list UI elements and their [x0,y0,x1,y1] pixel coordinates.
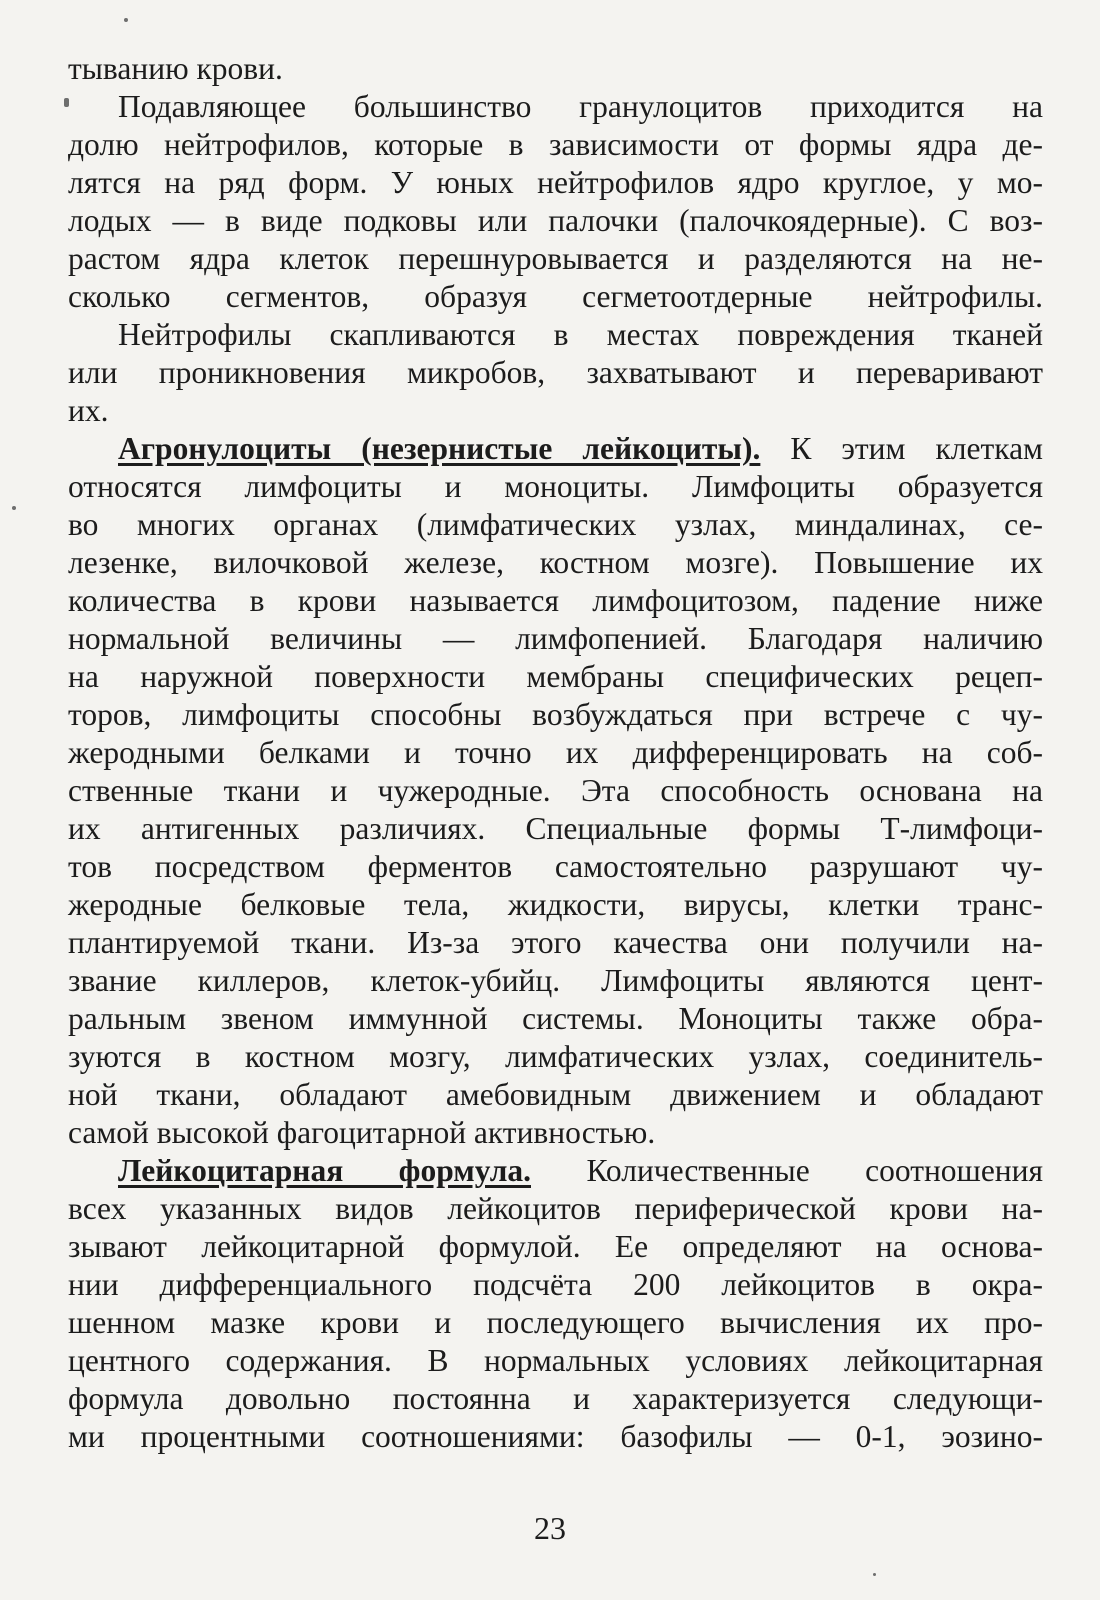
text-line: формула довольно постоянна и характеризуется следующи- [68,1381,1043,1416]
paragraph [68,1152,1043,1456]
text-line: жеродными белками и точно их дифференцировать на соб- [68,735,1043,770]
text-line: во многих органах (лимфатических узлах, миндалинах, се- [68,507,1043,542]
paragraph [68,88,1043,316]
text-line: нии дифференциального подсчёта 200 лейкоцитов в окра- [68,1267,1043,1302]
text-line: самой высокой фагоцитарной активностью. [68,1115,656,1150]
scan-speck [12,506,16,510]
text-line: или проникновения микробов, захватывают и переваривают [68,355,1043,390]
text-line: Нейтрофилы скапливаются в местах повреждения тканей [118,317,1043,352]
text-line: долю нейтрофилов, которые в зависимости от формы ядра де- [68,127,1043,162]
text-line: ральным звеном иммунной системы. Моноциты также обра- [68,1001,1043,1036]
text-line: шенном мазке крови и последующего вычисления их про- [68,1305,1043,1340]
scan-speck [64,98,69,107]
page-body [68,50,1043,1456]
text-line: зывают лейкоцитарной формулой. Ее определяют на основа- [68,1229,1043,1264]
section-heading: Лейкоцитарная формула. [118,1153,531,1188]
text-line [68,1152,1043,1190]
text-line: их антигенных различиях. Специальные формы Т-лимфоци- [68,811,1043,846]
paragraph [68,430,1043,1152]
text-line: ми процентными соотношениями: базофилы — 0-1, эозино- [68,1419,1043,1454]
text-line: торов, лимфоциты способны возбуждаться при встрече с чу- [68,697,1043,732]
text-line: жеродные белковые тела, жидкости, вирусы, клетки транс- [68,887,1043,922]
text-line: ственные ткани и чужеродные. Эта способность основана на [68,773,1043,808]
text-line: количества в крови называется лимфоцитозом, падение ниже [68,583,1043,618]
text-line: лезенке, вилочковой железе, костном мозге). Повышение их [68,545,1043,580]
text-fragment: К этим клеткам [760,431,1043,466]
text-line: растом ядра клеток перешнуровывается и разделяются на не- [68,241,1043,276]
scan-speck [873,1573,876,1576]
text-line: зуются в костном мозгу, лимфатических узлах, соединитель- [68,1039,1043,1074]
page-number: 23 [534,1510,566,1546]
text-line: ной ткани, обладают амебовидным движением и обладают [68,1077,1043,1112]
text-line: Подавляющее большинство гранулоцитов приходится на [118,89,1043,124]
text-line: всех указанных видов лейкоцитов периферической крови на- [68,1191,1043,1226]
text-line: относятся лимфоциты и моноциты. Лимфоциты образуется [68,469,1043,504]
section-heading: Агронулоциты (незернистые лейкоциты). [118,431,761,466]
text-line: лятся на ряд форм. У юных нейтрофилов ядро круглое, у мо- [68,165,1043,200]
text-line: на наружной поверхности мембраны специфических рецеп- [68,659,1043,694]
text-line: плантируемой ткани. Из-за этого качества они получили на- [68,925,1043,960]
text-line: лодых — в виде подковы или палочки (палочкоядерные). С воз- [68,203,1043,238]
text-line: нормальной величины — лимфопенией. Благодаря наличию [68,621,1043,656]
text-fragment: Количественные соотношения [531,1153,1044,1188]
text-line [68,430,1043,468]
scan-speck [124,18,128,22]
paragraph [68,50,1043,88]
text-line: тов посредством ферментов самостоятельно разрушают чу- [68,849,1043,884]
text-line: сколько сегментов, образуя сегметоотдерные нейтрофилы. [68,279,1043,314]
paragraph [68,316,1043,430]
text-line: тыванию крови. [68,51,283,86]
text-line: центного содержания. В нормальных условиях лейкоцитарная [68,1343,1043,1378]
text-line: звание киллеров, клеток-убийц. Лимфоциты являются цент- [68,963,1043,998]
text-line: их. [68,393,109,428]
